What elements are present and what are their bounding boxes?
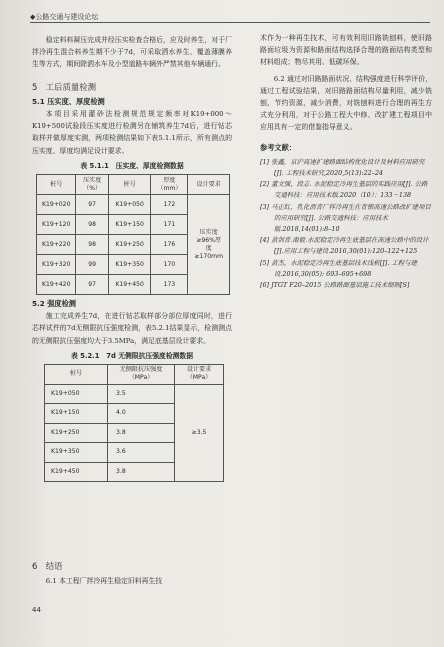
reference-item: [4] 黄剑青.南毅.水泥稳定冷再生底基层在高速公路中的设计[J].应用工程与建设.2016,30(01):120–122+125 xyxy=(260,236,429,256)
cell: 3.8 xyxy=(108,423,175,443)
references-heading: 参考文献： xyxy=(260,142,296,152)
reference-item: [6] JTGT F20–2015 公路路面基层施工技术细则[S] xyxy=(260,281,410,290)
cell: K19+420 xyxy=(37,275,76,295)
cell: K19+250 xyxy=(108,235,151,255)
reference-item: [5] 黄杰，水泥稳定冷再生底基层技术浅析[J]. 工程与建设.2016,30(05): 693–695+698 xyxy=(260,258,417,278)
th-thickness: 厚度（mm） xyxy=(151,175,188,195)
header-rule xyxy=(30,22,430,23)
cell: 4.0 xyxy=(108,404,175,424)
cell: 99 xyxy=(76,255,108,275)
cell: 97 xyxy=(76,275,108,295)
th-strength: 无侧限抗压强度（MPa） xyxy=(108,365,175,385)
table-5-2-1-caption: 表 5.2.1 7d 无侧限抗压强度检测数据 xyxy=(70,351,194,360)
table-row xyxy=(45,384,224,404)
cell: 3.6 xyxy=(108,443,175,463)
cell: K19+020 xyxy=(37,195,76,215)
cell: 172 xyxy=(151,195,188,215)
cell: 97 xyxy=(76,195,108,215)
cell: 173 xyxy=(151,275,188,295)
reference-item: [2] 董文强，段志. 水泥稳定冷再生基层的实践应用[J]. 公路交通科技：应用技术版.2020（10）：133～138 xyxy=(260,180,428,200)
cell: K19+150 xyxy=(45,404,108,424)
conclusion-continued: 术作为一种再生技术，可有效利用旧路铣刨料，使旧路路面垃圾为资源和路面结构选择合理的路面结构类型和材料组成；物尽其用、低碳环保。 xyxy=(260,34,432,67)
table-row xyxy=(37,195,230,215)
cell: 98 xyxy=(76,235,108,255)
section-5-2-text: 施工完成养生7d，在进行钻芯取样部分部位厚度同时，进行芯样试件的7d无侧限抗压强度检测，表5.2.1结果显示，检测测点的无侧限抗压强度均大于3.5MPa，满足底基层设计要求。 xyxy=(32,312,232,345)
th-station-2: 桩号 xyxy=(108,175,151,195)
conclusion-block xyxy=(32,560,232,587)
section-5-2-heading: 5.2 强度检测 xyxy=(32,299,76,309)
cell: K19+150 xyxy=(108,215,151,235)
reference-item: [1] 张鑫，京沪高速扩建路面结构优化设计及材料应用研究[J]. 工程技术研究,2020,5(13):22–24 xyxy=(260,157,425,178)
th-station-1: 桩号 xyxy=(37,175,76,195)
requirement-cell: 压实度≥96%厚度≥170mm xyxy=(188,195,230,295)
cell: K19+220 xyxy=(37,235,76,255)
right-column xyxy=(260,32,432,291)
cell: K19+450 xyxy=(45,462,108,482)
th-station: 桩号 xyxy=(45,365,108,385)
cell: K19+350 xyxy=(45,443,108,463)
cell: K19+320 xyxy=(37,255,76,275)
cell: 3.5 xyxy=(108,384,175,404)
page-number: 44 xyxy=(32,606,41,614)
cell: K19+050 xyxy=(108,195,151,215)
cell: K19+250 xyxy=(45,423,108,443)
section-5-heading: 5 工后质量检测 xyxy=(32,81,96,92)
left-column xyxy=(32,34,232,482)
table-header-row xyxy=(45,365,224,385)
journal-header: ◆公路交通与建设论坛 xyxy=(30,13,99,21)
cell: 170 xyxy=(151,255,188,275)
conclusion-6-2: 6.2 通过对旧路路面状况、结构强度进行科学评价，通过工程试验结果，对旧路路面结构尽量利用，减少铣刨，节约资源，减少消费，对铣刨料进行合理的再生方式充分利用，对于公路工程大中修、改扩建工程项目中应用具有一定的借鉴指导意义。 xyxy=(260,74,432,132)
section-5-1-text: 本项目采用灌砂法检测规范规定频率对K19+000～K19+500试验段压实度进行检测另在铺筑养生7d后，进行钻芯取样并做厚度实测，两项检测结果如下表5.1.1所示，所有测点的压实度、厚度均满足设计要求。 xyxy=(32,110,232,155)
design-requirement-cell: ≥3.5 xyxy=(175,384,224,482)
section-5-1-heading: 5.1 压实度、厚度检测 xyxy=(32,96,105,106)
cell: 98 xyxy=(76,215,108,235)
cell: 171 xyxy=(151,215,188,235)
intro-paragraph: 稳定料料凝压完成并经压实检查合格后，应及时养生，对于厂拌冷再生混合料养生期不少于7d，可采取洒水养生、覆盖薄膜养生等方式，期间除洒水车及小型道路车辆外严禁其他车辆通行。 xyxy=(32,36,232,69)
table-5-1-1-caption: 表 5.1.1 压实度、厚度检测数据 xyxy=(80,161,184,170)
section-6-1-text: 6.1 本工程厂拌冷再生稳定旧料再生技 xyxy=(45,577,163,586)
compaction-thickness-table xyxy=(36,174,230,295)
table-header-row xyxy=(37,175,230,195)
reference-item: [3] 马正红，乳化沥青厂拌冷再生在青银高速公路改扩建项目的应用研究[J]. 公路交通科技：应用技术版.2018,14(01):8–10 xyxy=(260,202,431,234)
cell: 3.8 xyxy=(108,462,175,482)
cell: K19+350 xyxy=(108,255,151,275)
th-compaction: 压实度（%） xyxy=(76,175,108,195)
cell: K19+050 xyxy=(45,384,108,404)
cell: K19+450 xyxy=(108,275,151,295)
th-design-req: 设计要求（MPa） xyxy=(175,365,224,385)
strength-table xyxy=(44,364,224,482)
th-requirement: 设计要求 xyxy=(188,175,230,195)
cell: K19+120 xyxy=(37,215,76,235)
cell: 176 xyxy=(151,235,188,255)
section-6-heading: 6 结语 xyxy=(32,561,63,571)
